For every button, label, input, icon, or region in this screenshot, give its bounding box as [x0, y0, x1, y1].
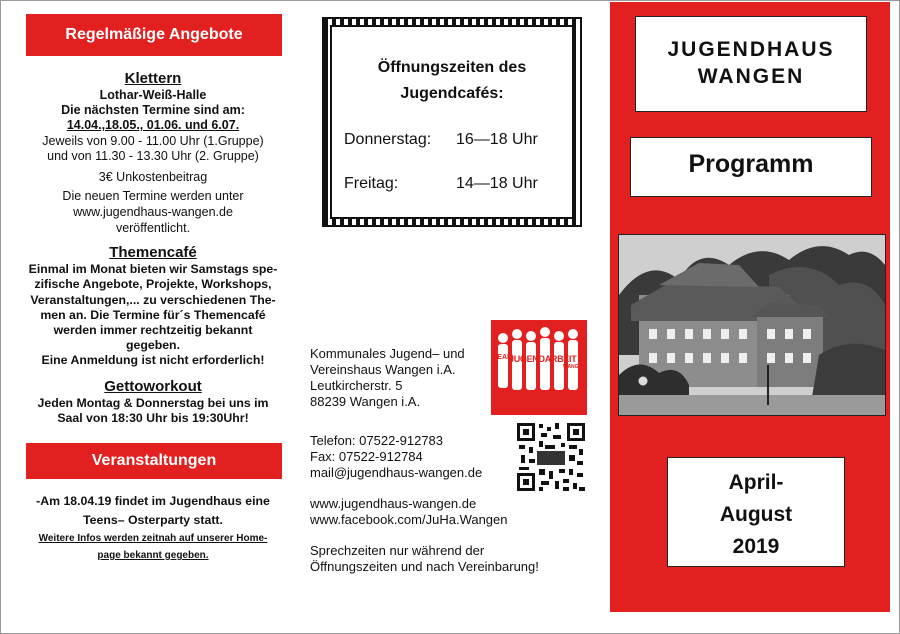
opening-hours-box	[322, 17, 582, 227]
gettoworkout-line: Saal von 18:30 Uhr bis 19:30Uhr!	[57, 410, 249, 425]
hours-day-thursday: Donnerstag:	[344, 131, 432, 148]
building-photo	[618, 234, 886, 416]
themencafe-line: Eine Anmeldung ist nicht erforderlich!	[41, 353, 265, 368]
event-line: Teens– Osterparty statt.	[83, 513, 223, 527]
contact-email[interactable]: mail@jugendhaus-wangen.de	[310, 465, 483, 480]
contact-phone: Telefon: 07522-912783	[310, 433, 444, 448]
period-line-2: August	[719, 503, 793, 526]
period-box	[667, 457, 845, 567]
banner-regelmaessige-angebote: Regelmäßige Angebote	[26, 14, 282, 56]
opening-hours-title-2: Jugendcafés:	[400, 85, 504, 102]
title-line-1: JUGENDHAUS	[667, 38, 835, 61]
hours-day-friday: Freitag:	[344, 175, 399, 192]
themencafe-line: zifische Angebote, Projekte, Workshops,	[34, 277, 272, 292]
klettern-dates: 14.04.,18.05., 01.06. und 6.07.	[66, 118, 240, 133]
themencafe-line: men an. Die Termine für´s Themencafé	[40, 307, 266, 322]
cover-panel	[610, 2, 890, 612]
klettern-time-1: Jeweils von 9.00 - 11.00 Uhr (1.Gruppe)	[42, 133, 264, 148]
logo-sub-text: WANGEN	[563, 364, 586, 370]
logo-team-text: TEAM	[493, 354, 513, 361]
contact-block	[310, 433, 482, 481]
klettern-more-3: veröffentlicht.	[115, 220, 191, 235]
website-link[interactable]: www.jugendhaus-wangen.de	[310, 496, 477, 511]
themencafe-line: gegeben.	[126, 338, 180, 353]
web-block	[310, 496, 508, 528]
period-line-1: April-	[728, 471, 784, 494]
logo-main-text: JUGENDARBEIT	[509, 354, 577, 364]
opening-hours-title-1: Öffnungszeiten des	[377, 59, 527, 76]
heading-klettern: Klettern	[124, 70, 182, 87]
programm-box	[630, 137, 872, 197]
klettern-time-2: und von 11.30 - 13.30 Uhr (2. Gruppe)	[47, 149, 259, 164]
team-jugendarbeit-logo	[491, 320, 587, 415]
klettern-venue: Lothar-Weiß-Halle	[99, 88, 207, 102]
event-note: page bekannt gegeben.	[97, 550, 209, 561]
themencafe-line: Einmal im Monat bieten wir Samstags spe-	[28, 262, 278, 277]
gettoworkout-line: Jeden Montag & Donnerstag bei uns im	[37, 395, 269, 410]
heading-gettoworkout: Gettoworkout	[104, 377, 202, 395]
title-box	[635, 16, 867, 112]
left-column	[18, 14, 288, 564]
office-hours-block	[310, 543, 539, 575]
klettern-next: Die nächsten Termine sind am:	[61, 103, 245, 118]
event-line: -Am 18.04.19 findet im Jugendhaus eine	[36, 494, 270, 508]
contact-fax: Fax: 07522-912784	[310, 449, 423, 464]
hours-time-thursday: 16—18 Uhr	[456, 131, 538, 148]
address-line: 88239 Wangen i.A.	[310, 394, 421, 409]
qr-code-icon	[515, 421, 587, 493]
hours-time-friday: 14—18 Uhr	[456, 175, 538, 192]
heading-themencafe: Themencafé	[109, 244, 197, 262]
address-line: Leutkircherstr. 5	[310, 378, 403, 393]
address-line: Kommunales Jugend– und	[310, 346, 465, 361]
klettern-more-1: Die neuen Termine werden unter	[62, 189, 244, 204]
klettern-more-2[interactable]: www.jugendhaus-wangen.de	[73, 204, 233, 219]
office-hours-line: Öffnungszeiten und nach Vereinbarung!	[310, 559, 539, 574]
klettern-cost: 3€ Unkostenbeitrag	[98, 169, 208, 184]
facebook-link[interactable]: www.facebook.com/JuHa.Wangen	[310, 512, 508, 527]
address-block	[310, 346, 465, 410]
banner-veranstaltungen: Veranstaltungen	[26, 443, 282, 479]
address-line: Vereinshaus Wangen i.A.	[310, 362, 456, 377]
programm-label: Programm	[688, 150, 814, 178]
themencafe-line: Veranstaltungen,... zu verschiedenen The-	[30, 292, 276, 307]
office-hours-line: Sprechzeiten nur während der	[310, 543, 485, 558]
period-line-3: 2019	[732, 535, 780, 558]
event-note: Weitere Infos werden zeitnah auf unserer Home-	[38, 533, 268, 544]
themencafe-line: werden immer rechtzeitig bekannt	[53, 322, 253, 337]
title-line-2: WANGEN	[697, 65, 805, 88]
